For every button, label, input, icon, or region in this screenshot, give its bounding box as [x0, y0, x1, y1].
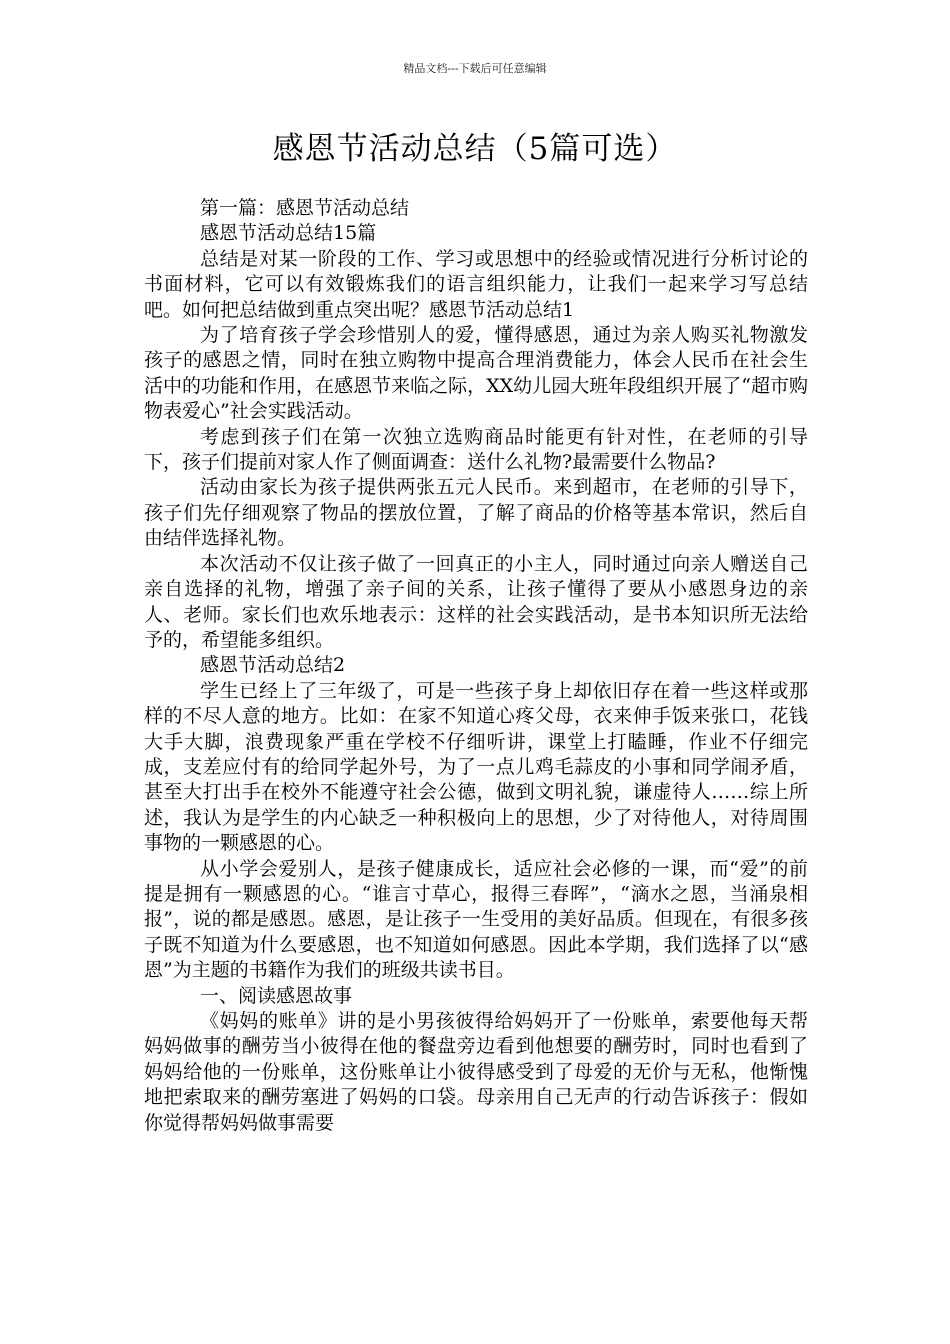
paragraph: 从小学会爱别人，是孩子健康成长，适应社会必修的一课，而“爱”的前提是拥有一颗感恩的心。“谁言寸草心，报得三春晖”，“滴水之恩，当涌泉相报”，说的都是感恩。感恩，是让孩子一生受用的美好品质。但现在，有很多孩子既不知道为什么要感恩，也不知道如何感恩。因此本学期，我们选择了以“感恩”为主题的书籍作为我们的班级共读书目。	[144, 857, 808, 982]
paragraph: 本次活动不仅让孩子做了一回真正的小主人，同时通过向亲人赠送自己亲自选择的礼物，增强了亲子间的关系，让孩子懂得了要从小感恩身边的亲人、老师。家长们也欢乐地表示：这样的社会实践活动，是书本知识所无法给予的，希望能多组织。	[144, 552, 808, 651]
paragraph: 学生已经上了三年级了，可是一些孩子身上却依旧存在着一些这样或那样的不尽人意的地方。比如：在家不知道心疼父母，衣来伸手饭来张口，花钱大手大脚，浪费现象严重在学校不仔细听讲，课堂上打瞌睡，作业不仔细完成，支差应付有的给同学起外号，为了一点儿鸡毛蒜皮的小事和同学闹矛盾，甚至大打出手在校外不能遵守社会公德，做到文明礼貌，谦虚待人……综上所述，我认为是学生的内心缺乏一种积极向上的思想，少了对待他人，对待周围事物的一颗感恩的心。	[144, 679, 808, 855]
paragraph: 感恩节活动总结15篇	[200, 222, 377, 245]
document-title: 感恩节活动总结（5篇可选）	[272, 131, 678, 167]
paragraph: 第一篇：感恩节活动总结	[200, 197, 410, 219]
paragraph: 考虑到孩子们在第一次独立选购商品时能更有针对性，在老师的引导下，孩子们提前对家人作了侧面调查：送什么礼物?最需要什么物品?	[144, 425, 808, 474]
paragraph: 总结是对某一阶段的工作、学习或思想中的经验或情况进行分析讨论的书面材料，它可以有效锻炼我们的语言组织能力，让我们一起来学习写总结吧。如何把总结做到重点突出呢？感恩节活动总结1	[144, 247, 808, 321]
paragraph: 《妈妈的账单》讲的是小男孩彼得给妈妈开了一份账单，索要他每天帮妈妈做事的酬劳当小彼得在他的餐盘旁边看到他想要的酬劳时，同时也看到了妈妈给他的一份账单，这份账单让小彼得感受到了母爱的无价与无私，他惭愧地把索取来的酬劳塞进了妈妈的口袋。母亲用自己无声的行动告诉孩子：假如你觉得帮妈妈做事需要	[144, 1010, 808, 1134]
paragraph: 感恩节活动总结2	[200, 654, 346, 677]
paragraph: 为了培育孩子学会珍惜别人的爱，懂得感恩，通过为亲人购买礼物激发孩子的感恩之情，同时在独立购物中提高合理消费能力，体会人民币在社会生活中的功能和作用，在感恩节来临之际，XX幼儿园大班年段组织开展了“超市购物表爱心”社会实践活动。	[144, 324, 808, 423]
paragraph: 活动由家长为孩子提供两张五元人民币。来到超市，在老师的引导下，孩子们先仔细观察了物品的摆放位置，了解了商品的价格等基本常识，然后自由结伴选择礼物。	[144, 476, 808, 550]
paragraph: 一、阅读感恩故事	[200, 984, 353, 1007]
page-header: 精品文档---下载后可任意编辑	[403, 62, 547, 75]
document-body	[144, 196, 808, 1136]
